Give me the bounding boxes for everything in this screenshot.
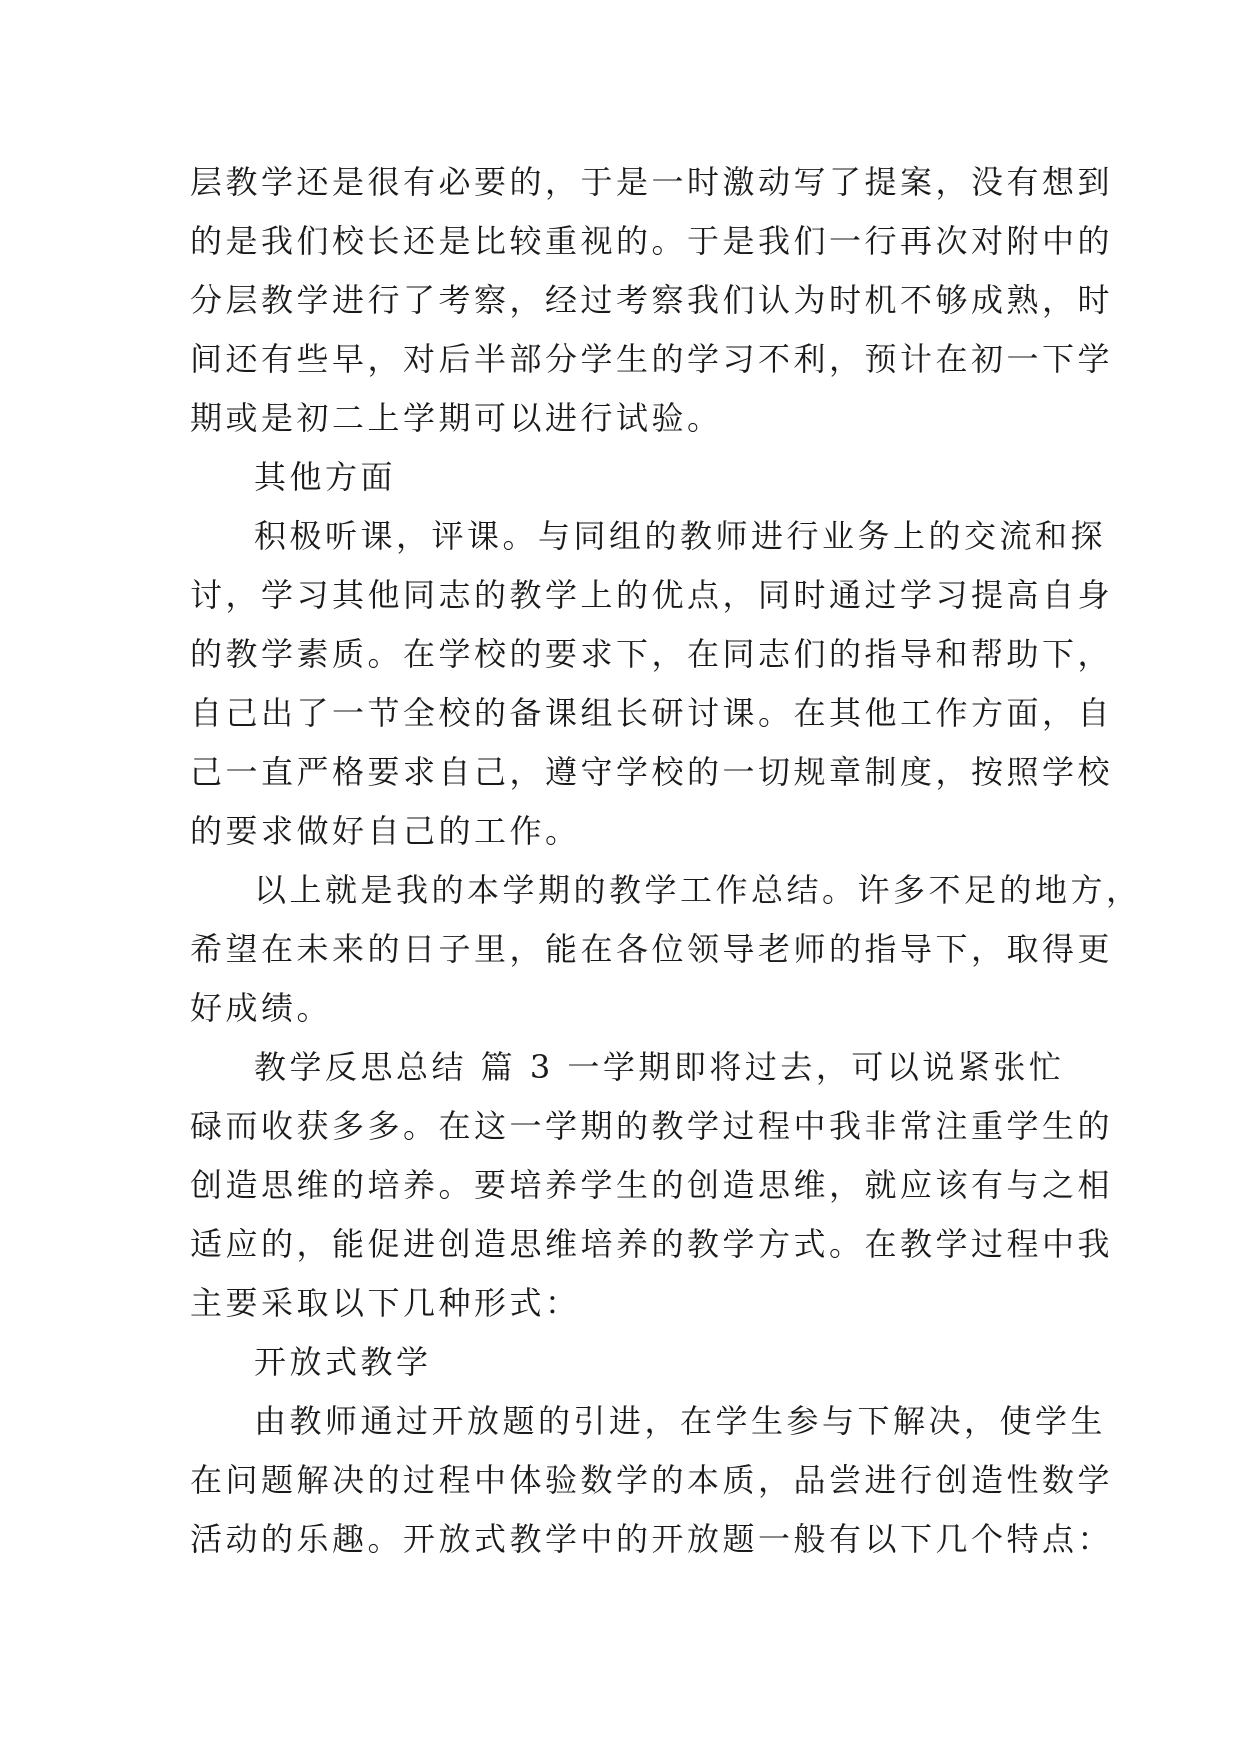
section-heading: 其他方面 bbox=[254, 458, 397, 496]
text-line: 在问题解决的过程中体验数学的本质，品尝进行创造性数学 bbox=[190, 1461, 1114, 1499]
text-line: 创造思维的培养。要培养学生的创造思维，就应该有与之相 bbox=[190, 1166, 1114, 1204]
text-line: 好成绩。 bbox=[190, 989, 333, 1027]
section-heading: 开放式教学 bbox=[254, 1343, 432, 1381]
text-line: 层教学还是很有必要的，于是一时激动写了提案，没有想到 bbox=[190, 163, 1114, 201]
text-line: 的是我们校长还是比较重视的。于是我们一行再次对附中的 bbox=[190, 222, 1114, 260]
text-line: 的要求做好自己的工作。 bbox=[190, 812, 581, 850]
text-line: 讨，学习其他同志的教学上的优点，同时通过学习提高自身 bbox=[190, 576, 1114, 614]
text-line: 碌而收获多多。在这一学期的教学过程中我非常注重学生的 bbox=[190, 1107, 1114, 1145]
text-line: 希望在未来的日子里，能在各位领导老师的指导下，取得更 bbox=[190, 930, 1114, 968]
text-line: 以上就是我的本学期的教学工作总结。许多不足的地方， bbox=[254, 871, 1142, 909]
text-line: 积极听课，评课。与同组的教师进行业务上的交流和探 bbox=[254, 517, 1107, 555]
text-line: 由教师通过开放题的引进，在学生参与下解决，使学生 bbox=[254, 1402, 1107, 1440]
text-line: 主要采取以下几种形式： bbox=[190, 1284, 581, 1322]
text-line: 分层教学进行了考察，经过考察我们认为时机不够成熟，时 bbox=[190, 281, 1114, 319]
text-line: 适应的，能促进创造思维培养的教学方式。在教学过程中我 bbox=[190, 1225, 1114, 1263]
text-line: 间还有些早，对后半部分学生的学习不利，预计在初一下学 bbox=[190, 340, 1114, 378]
text-line: 自己出了一节全校的备课组长研讨课。在其他工作方面，自 bbox=[190, 694, 1114, 732]
text-line: 期或是初二上学期可以进行试验。 bbox=[190, 399, 723, 437]
text-line: 活动的乐趣。开放式教学中的开放题一般有以下几个特点： bbox=[190, 1520, 1114, 1558]
section-title-line: 教学反思总结 篇 3 一学期即将过去，可以说紧张忙 bbox=[254, 1048, 1065, 1086]
text-line: 己一直严格要求自己，遵守学校的一切规章制度，按照学校 bbox=[190, 753, 1114, 791]
text-line: 的教学素质。在学校的要求下，在同志们的指导和帮助下， bbox=[190, 635, 1114, 673]
